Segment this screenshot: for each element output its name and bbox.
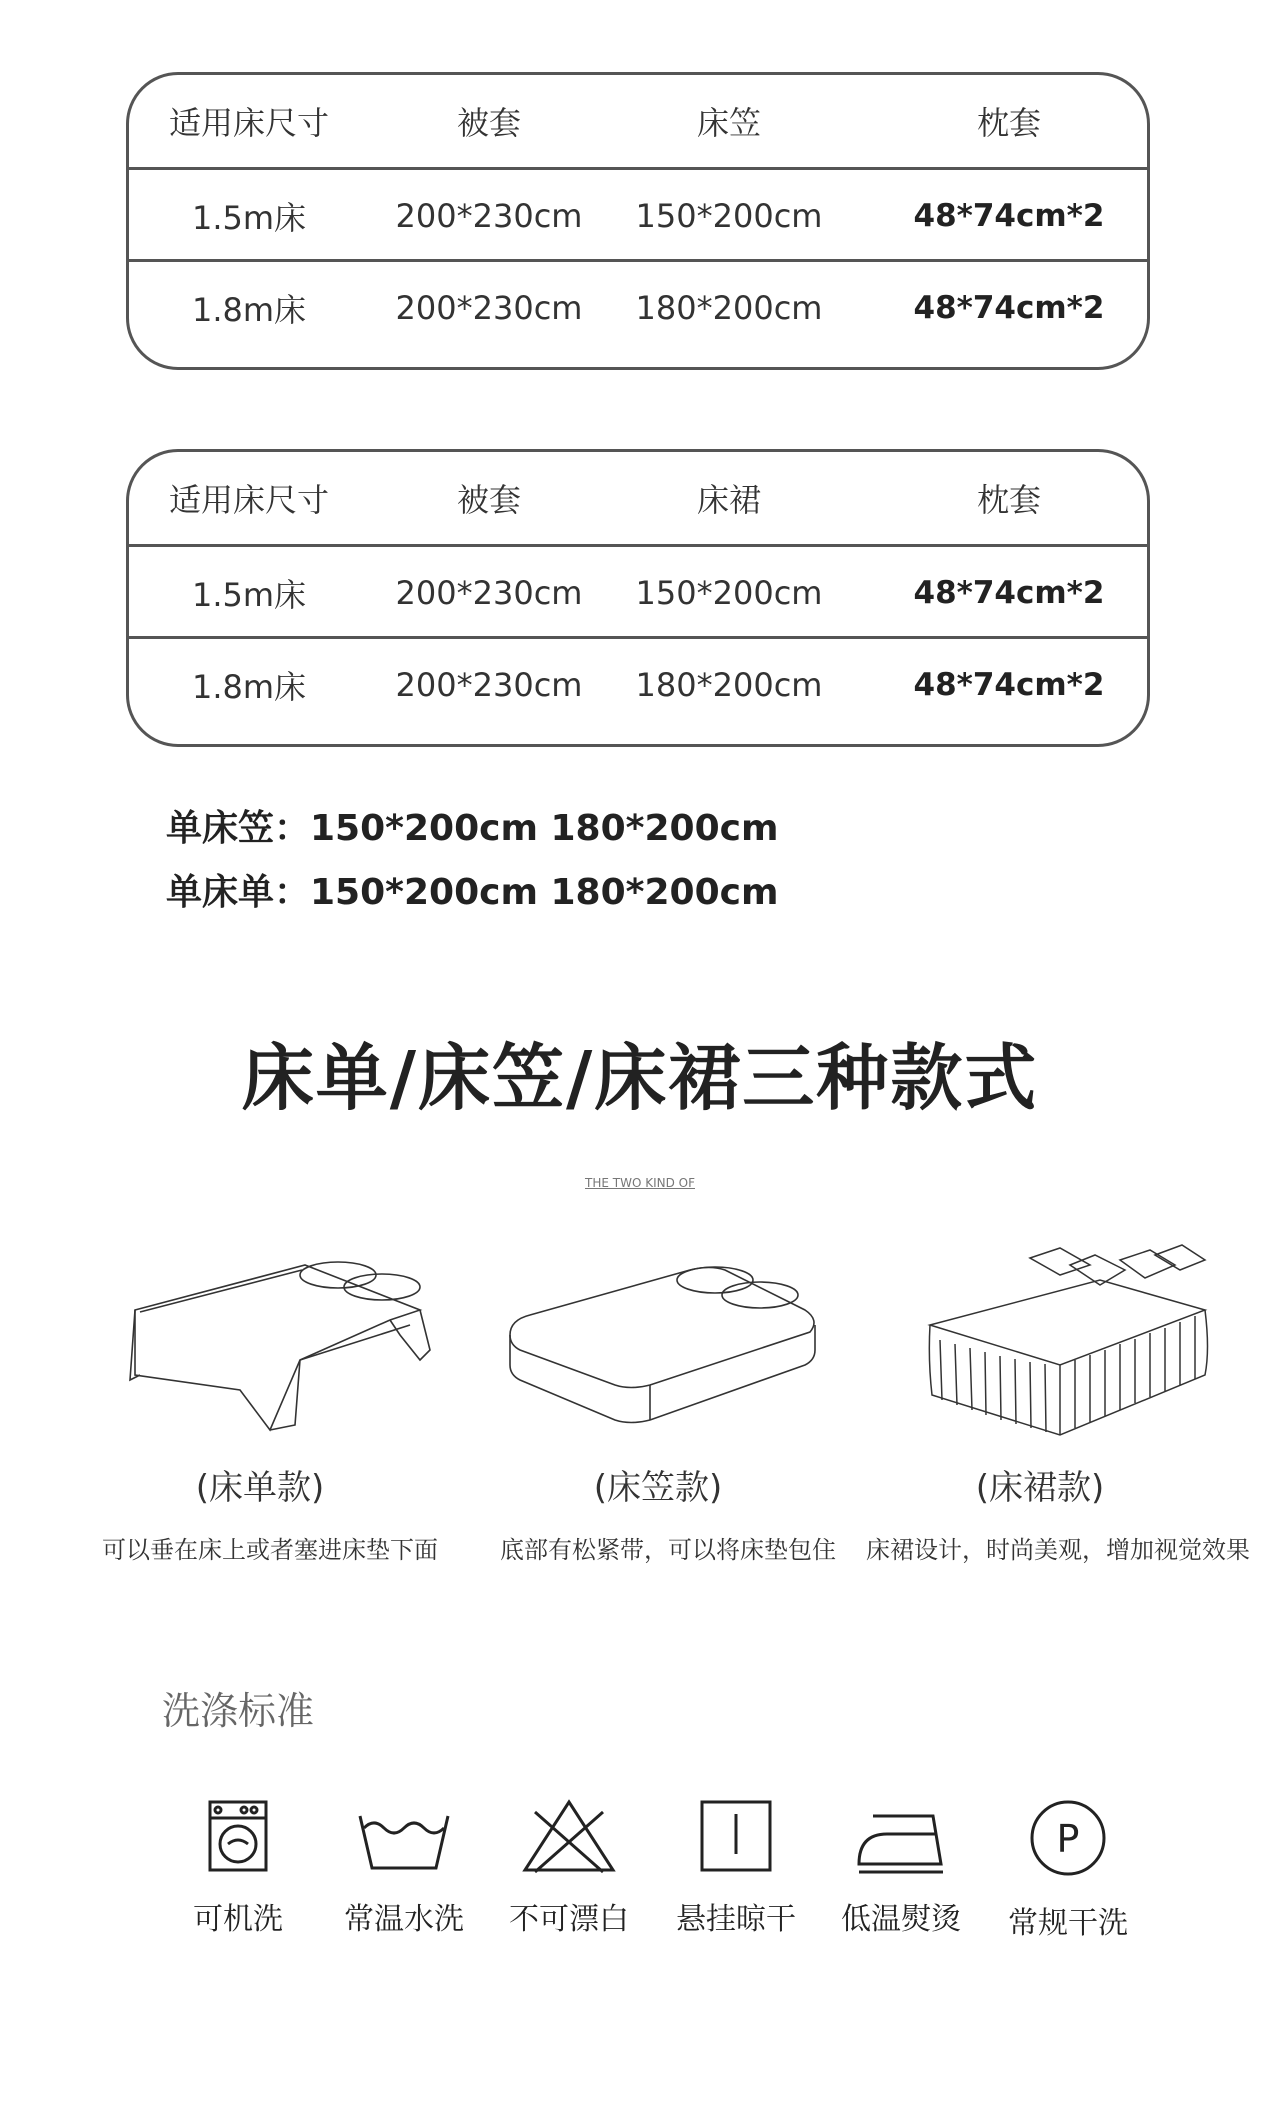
care-item — [163, 1798, 313, 1938]
care-item — [826, 1798, 976, 1938]
flat-sheet-desc: 可以垂在床上或者塞进床垫下面 — [102, 1536, 438, 1564]
table-cell: 48*74cm*2 — [913, 575, 1105, 611]
table-header-row — [129, 75, 1147, 167]
flat-sheet-size-note: 单床单：150*200cm 180*200cm — [166, 872, 779, 913]
table-cell: 1.5m床 — [191, 576, 307, 614]
header-cell: 适用床尺寸 — [168, 481, 329, 519]
table-row — [129, 636, 1147, 731]
header-cell: 适用床尺寸 — [168, 104, 329, 142]
care-label: 常温水洗 — [344, 1902, 464, 1937]
table-cell: 48*74cm*2 — [913, 667, 1105, 703]
care-label: 悬挂晾干 — [676, 1902, 796, 1937]
header-cell: 枕套 — [976, 104, 1041, 142]
table-cell: 200*230cm — [395, 289, 583, 327]
bed-skirt-bed-icon — [920, 1240, 1220, 1454]
fitted-sheet-caption: (床笠款) — [593, 1468, 723, 1508]
table-cell: 180*200cm — [635, 289, 823, 327]
table-cell: 1.8m床 — [191, 291, 307, 329]
care-item — [661, 1798, 811, 1938]
care-item — [329, 1798, 479, 1938]
size-table-fitted — [126, 72, 1150, 370]
fitted-sheet-desc: 底部有松紧带，可以将床垫包住 — [500, 1536, 836, 1564]
table-cell: 200*230cm — [395, 574, 583, 612]
care-item — [494, 1798, 644, 1938]
bed-skirt-desc: 床裙设计，时尚美观，增加视觉效果 — [866, 1536, 1250, 1564]
table-cell: 1.8m床 — [191, 668, 307, 706]
svg-text:P: P — [1056, 1817, 1080, 1861]
washing-title: 洗涤标准 — [162, 1689, 315, 1733]
header-cell: 床裙 — [696, 481, 761, 519]
fitted-sheet-size-note: 单床笠：150*200cm 180*200cm — [166, 808, 779, 849]
table-row — [129, 167, 1147, 262]
care-item — [993, 1798, 1143, 1942]
care-label: 常规干洗 — [1008, 1906, 1128, 1941]
care-label: 低温熨烫 — [841, 1902, 961, 1937]
table-cell: 48*74cm*2 — [913, 290, 1105, 326]
styles-subtitle: THE TWO KIND OF — [585, 1176, 695, 1190]
wash-tub-icon — [356, 1798, 452, 1874]
table-cell: 150*200cm — [635, 574, 823, 612]
header-cell: 被套 — [456, 481, 521, 519]
styles-title: 床单/床笠/床裙三种款式 — [241, 1036, 1039, 1120]
care-label: 可机洗 — [193, 1902, 283, 1937]
care-label: 不可漂白 — [509, 1902, 629, 1937]
washing-machine-icon — [206, 1798, 270, 1874]
table-cell: 200*230cm — [395, 197, 583, 235]
flat-sheet-caption: (床单款) — [195, 1468, 325, 1508]
table-header-row — [129, 452, 1147, 544]
hang-dry-icon — [698, 1798, 774, 1874]
table-cell: 200*230cm — [395, 666, 583, 704]
table-cell: 150*200cm — [635, 197, 823, 235]
header-cell: 床笠 — [696, 104, 761, 142]
table-row — [129, 544, 1147, 639]
iron-low-icon — [853, 1798, 949, 1874]
header-cell: 枕套 — [976, 481, 1041, 519]
no-bleach-icon — [521, 1798, 617, 1874]
header-cell: 被套 — [456, 104, 521, 142]
bed-skirt-caption: (床裙款) — [975, 1468, 1105, 1508]
size-table-skirt — [126, 449, 1150, 747]
table-cell: 48*74cm*2 — [913, 198, 1105, 234]
dry-clean-p-icon — [1028, 1798, 1108, 1878]
flat-sheet-bed-icon — [120, 1240, 450, 1454]
table-cell: 180*200cm — [635, 666, 823, 704]
fitted-sheet-bed-icon — [500, 1240, 830, 1454]
table-row — [129, 259, 1147, 354]
table-cell: 1.5m床 — [191, 199, 307, 237]
